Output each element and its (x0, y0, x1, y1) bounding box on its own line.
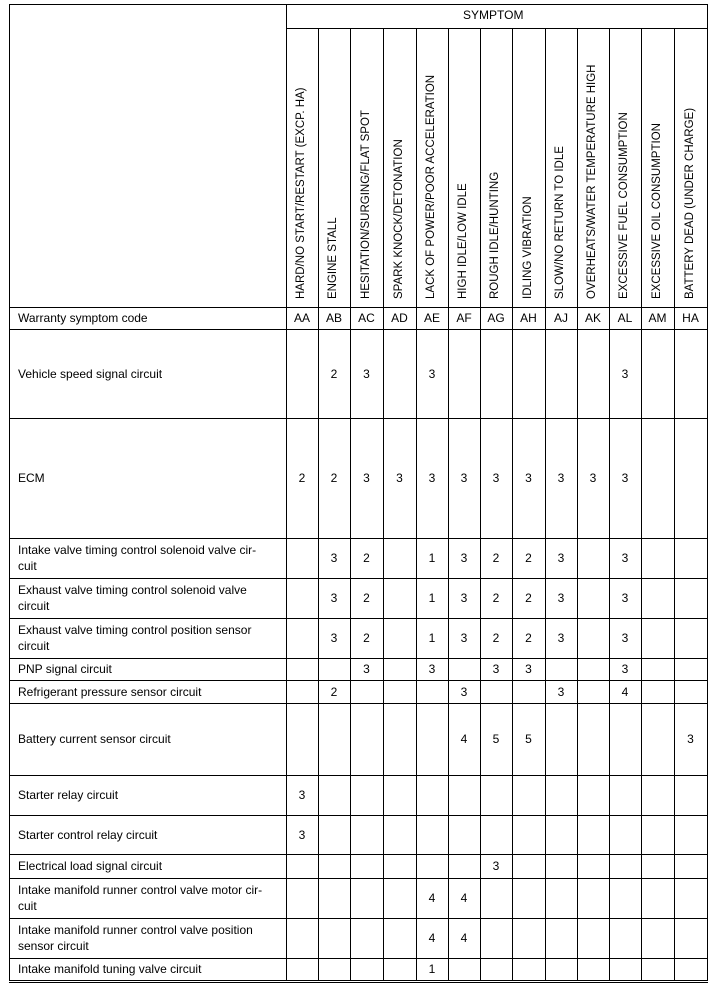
priority-cell (674, 775, 707, 815)
priority-cell (512, 878, 545, 918)
table-border-bottom-double (9, 982, 708, 983)
priority-cell (383, 680, 416, 703)
warranty-code-cell: AF (456, 311, 472, 325)
priority-cell (383, 775, 416, 815)
circuit-row-label (18, 418, 282, 538)
warranty-code-cell: AM (648, 311, 667, 325)
priority-cell (416, 775, 448, 815)
priority-cell: 2 (525, 551, 532, 565)
column-header-label: ENGINE STALL (327, 217, 339, 299)
priority-cell (609, 775, 641, 815)
priority-cell (674, 618, 707, 658)
priority-cell (383, 854, 416, 878)
priority-cell (383, 658, 416, 680)
priority-cell: 3 (298, 788, 306, 802)
priority-cell: 3 (621, 662, 629, 676)
priority-cell (286, 703, 318, 775)
priority-cell: 3 (428, 471, 436, 485)
circuit-row-label (18, 815, 282, 854)
circuit-row-text: Intake valve timing control solenoid valve cir- cuit (18, 543, 257, 573)
priority-cell (641, 775, 674, 815)
priority-cell: 3 (396, 471, 403, 485)
circuit-row-text: PNP signal circuit (18, 662, 112, 676)
priority-cell (286, 878, 318, 918)
priority-cell: 3 (589, 471, 597, 485)
priority-cell: 3 (330, 631, 338, 645)
warranty-code-cell: AL (617, 311, 633, 325)
column-header-label: EXCESSIVE OIL CONSUMPTION (650, 123, 663, 299)
priority-cell (448, 329, 480, 418)
priority-cell (448, 815, 480, 854)
priority-cell: 2 (525, 591, 532, 605)
priority-cell (383, 618, 416, 658)
priority-cell (350, 775, 383, 815)
symptom-header: SYMPTOM (463, 8, 524, 22)
priority-cell (318, 815, 350, 854)
priority-cell (383, 815, 416, 854)
priority-cell: 2 (492, 591, 500, 605)
circuit-row-label (18, 680, 282, 703)
column-header-label: IDLING VIBRATION (521, 196, 534, 299)
warranty-code-cell: AJ (553, 311, 568, 325)
priority-cell (545, 958, 577, 980)
priority-cell (480, 878, 512, 918)
priority-cell (641, 329, 674, 418)
priority-cell: 3 (363, 366, 370, 381)
priority-cell: 5 (492, 732, 500, 746)
priority-cell (318, 854, 350, 878)
priority-cell (350, 958, 383, 980)
priority-cell: 3 (460, 551, 468, 565)
priority-cell (480, 815, 512, 854)
column-header-label: ROUGH IDLE/HUNTING (489, 171, 501, 299)
column-header-label: OVERHEATS/WATER TEMPERATURE HIGH (586, 64, 598, 299)
circuit-row-text: Exhaust valve timing control position sensor circuit (18, 623, 252, 653)
priority-cell (286, 538, 318, 578)
priority-cell (609, 918, 641, 958)
priority-cell (609, 854, 641, 878)
priority-cell (383, 703, 416, 775)
priority-cell: 3 (330, 551, 338, 565)
table-border-right (707, 4, 708, 981)
priority-cell: 3 (557, 684, 565, 699)
circuit-row-label (18, 538, 282, 578)
priority-cell (641, 878, 674, 918)
priority-cell: 2 (363, 591, 370, 605)
priority-cell (286, 618, 318, 658)
priority-cell: 3 (428, 366, 436, 381)
warranty-code-cell: AG (487, 311, 505, 325)
priority-cell (286, 680, 318, 703)
priority-cell (577, 815, 609, 854)
priority-cell (641, 918, 674, 958)
priority-cell: 3 (557, 551, 565, 565)
priority-cell: 3 (492, 471, 500, 485)
priority-cell: 3 (428, 662, 436, 676)
priority-cell (512, 329, 545, 418)
priority-cell (286, 958, 318, 980)
priority-cell (512, 854, 545, 878)
priority-cell: 3 (492, 859, 500, 873)
priority-cell: 2 (330, 471, 338, 485)
priority-cell (286, 578, 318, 618)
priority-cell (350, 680, 383, 703)
circuit-row-label (18, 703, 282, 775)
priority-cell (545, 703, 577, 775)
warranty-code-cell: AC (358, 311, 375, 325)
priority-cell: 2 (525, 631, 532, 645)
priority-cell: 3 (525, 662, 532, 676)
priority-cell (545, 878, 577, 918)
circuit-row-text: Vehicle speed signal circuit (18, 366, 163, 381)
priority-cell: 3 (460, 684, 468, 699)
priority-cell (350, 854, 383, 878)
priority-cell (383, 538, 416, 578)
priority-cell (512, 958, 545, 980)
priority-cell: 3 (557, 631, 565, 645)
priority-cell (609, 958, 641, 980)
priority-cell: 4 (460, 732, 468, 746)
priority-cell (609, 878, 641, 918)
column-header-label: HARD/NO START/RESTART (EXCP. HA) (295, 87, 307, 299)
priority-cell (609, 815, 641, 854)
table-border-top (9, 4, 707, 5)
circuit-row-text: Intake manifold runner control valve motor cir- cuit (18, 883, 263, 913)
priority-cell (286, 329, 318, 418)
circuit-row-text: Electrical load signal circuit (18, 859, 163, 873)
priority-cell (318, 918, 350, 958)
priority-cell: 2 (492, 631, 500, 645)
warranty-code-cell: AK (584, 311, 601, 325)
priority-cell (545, 329, 577, 418)
priority-cell (350, 815, 383, 854)
priority-cell (577, 958, 609, 980)
priority-cell (674, 680, 707, 703)
priority-cell (577, 703, 609, 775)
priority-cell (448, 775, 480, 815)
priority-cell: 2 (330, 684, 338, 699)
priority-cell: 3 (557, 591, 565, 605)
priority-cell: 4 (621, 684, 629, 699)
warranty-code-row-label: Warranty symptom code (18, 311, 148, 325)
priority-cell (674, 918, 707, 958)
priority-cell (545, 658, 577, 680)
priority-cell (577, 680, 609, 703)
priority-cell: 2 (363, 551, 370, 565)
circuit-row-text: ECM (18, 471, 45, 485)
priority-cell (577, 618, 609, 658)
priority-cell (286, 854, 318, 878)
priority-cell (512, 775, 545, 815)
circuit-row-text: Intake manifold runner control valve position sensor circuit (18, 923, 253, 953)
priority-cell: 3 (525, 471, 532, 485)
priority-cell: 1 (428, 631, 436, 645)
priority-cell: 3 (557, 471, 565, 485)
priority-cell (674, 578, 707, 618)
priority-cell (674, 658, 707, 680)
priority-cell: 4 (428, 891, 436, 905)
column-header-label: HESITATION/SURGING/FLAT SPOT (359, 110, 372, 299)
priority-cell (416, 680, 448, 703)
priority-cell: 3 (621, 591, 629, 605)
column-header-label: SLOW/NO RETURN TO IDLE (554, 146, 566, 299)
priority-cell (641, 418, 674, 538)
priority-cell (350, 918, 383, 958)
priority-cell: 2 (298, 471, 306, 485)
priority-cell: 5 (525, 732, 532, 746)
priority-cell (448, 658, 480, 680)
priority-cell (674, 815, 707, 854)
priority-cell (286, 918, 318, 958)
circuit-row-label (18, 329, 282, 418)
priority-cell: 3 (621, 471, 629, 485)
priority-cell (545, 918, 577, 958)
priority-cell: 1 (428, 962, 436, 976)
priority-cell: 3 (330, 591, 338, 605)
circuit-row-text: Refrigerant pressure sensor circuit (18, 684, 202, 699)
priority-cell (577, 538, 609, 578)
circuit-row-text: Starter relay circuit (18, 788, 119, 802)
circuit-row-label (18, 918, 282, 958)
priority-cell (641, 538, 674, 578)
priority-cell (641, 618, 674, 658)
priority-cell: 3 (621, 551, 629, 565)
column-header-label: SPARK KNOCK/DETONATION (392, 139, 405, 299)
column-header-label: HIGH IDLE/LOW IDLE (457, 183, 469, 299)
priority-cell (674, 854, 707, 878)
priority-cell (318, 878, 350, 918)
priority-cell (383, 878, 416, 918)
priority-cell (577, 329, 609, 418)
priority-cell: 4 (428, 931, 436, 945)
circuit-row-label (18, 578, 282, 618)
priority-cell (545, 775, 577, 815)
warranty-code-cell: HA (682, 311, 699, 325)
priority-cell (641, 680, 674, 703)
priority-cell (350, 703, 383, 775)
priority-cell (350, 878, 383, 918)
column-header-label: LACK OF POWER/POOR ACCELERATION (425, 74, 437, 299)
priority-cell (448, 958, 480, 980)
priority-cell (318, 703, 350, 775)
priority-cell: 3 (363, 471, 370, 485)
priority-cell (383, 578, 416, 618)
circuit-row-text: Starter control relay circuit (18, 827, 158, 842)
priority-cell (286, 658, 318, 680)
priority-cell: 3 (621, 631, 629, 645)
warranty-code-cell: AA (293, 311, 310, 325)
priority-cell: 2 (330, 366, 338, 381)
priority-cell (318, 658, 350, 680)
priority-cell (480, 329, 512, 418)
circuit-row-label (18, 878, 282, 918)
circuit-row-label (18, 958, 282, 980)
priority-cell (318, 958, 350, 980)
priority-cell (480, 918, 512, 958)
priority-cell: 3 (460, 471, 468, 485)
priority-cell (577, 775, 609, 815)
column-header-label: BATTERY DEAD (UNDER CHARGE) (683, 107, 696, 299)
priority-cell (383, 958, 416, 980)
priority-cell (609, 703, 641, 775)
priority-cell (641, 854, 674, 878)
circuit-row-label (18, 618, 282, 658)
priority-cell (674, 538, 707, 578)
column-header-label: EXCESSIVE FUEL CONSUMPTION (618, 112, 630, 299)
priority-cell (577, 854, 609, 878)
priority-cell (416, 703, 448, 775)
priority-cell (641, 703, 674, 775)
priority-cell (448, 854, 480, 878)
priority-cell (480, 680, 512, 703)
priority-cell: 4 (460, 891, 468, 905)
priority-cell (416, 854, 448, 878)
priority-cell (641, 958, 674, 980)
priority-cell: 2 (492, 551, 500, 565)
circuit-row-text: Exhaust valve timing control solenoid valve circuit (18, 583, 247, 613)
circuit-row-label (18, 854, 282, 878)
priority-cell: 3 (298, 827, 306, 842)
circuit-row-label (18, 775, 282, 815)
warranty-code-cell: AB (325, 311, 342, 325)
circuit-row-text: Battery current sensor circuit (18, 732, 171, 746)
priority-cell (577, 878, 609, 918)
priority-cell (674, 418, 707, 538)
priority-cell (577, 578, 609, 618)
priority-cell: 3 (687, 732, 694, 746)
priority-cell (480, 958, 512, 980)
priority-cell (512, 680, 545, 703)
priority-cell: 3 (460, 631, 468, 645)
priority-cell: 3 (363, 662, 370, 676)
priority-cell (641, 815, 674, 854)
priority-cell: 1 (428, 591, 436, 605)
priority-cell: 3 (460, 591, 468, 605)
table-border-left (9, 4, 10, 981)
priority-cell (674, 329, 707, 418)
circuit-row-label (18, 658, 282, 680)
priority-cell: 2 (363, 631, 370, 645)
priority-cell (674, 878, 707, 918)
priority-cell (512, 918, 545, 958)
warranty-code-cell: AE (423, 311, 440, 325)
priority-cell (383, 918, 416, 958)
priority-cell: 3 (621, 366, 629, 381)
priority-cell (674, 958, 707, 980)
priority-cell (512, 815, 545, 854)
priority-cell: 3 (492, 662, 500, 676)
priority-cell (641, 658, 674, 680)
circuit-row-text: Intake manifold tuning valve circuit (18, 962, 202, 976)
priority-cell (383, 329, 416, 418)
warranty-code-cell: AH (520, 311, 537, 325)
priority-cell (416, 815, 448, 854)
table-border-bottom (9, 980, 708, 981)
priority-cell: 4 (460, 931, 468, 945)
priority-cell (577, 918, 609, 958)
priority-cell (545, 854, 577, 878)
warranty-code-cell: AD (391, 311, 408, 325)
priority-cell (480, 775, 512, 815)
priority-cell (641, 578, 674, 618)
priority-cell: 1 (428, 551, 436, 565)
priority-cell (545, 815, 577, 854)
priority-cell (318, 775, 350, 815)
priority-cell (577, 658, 609, 680)
